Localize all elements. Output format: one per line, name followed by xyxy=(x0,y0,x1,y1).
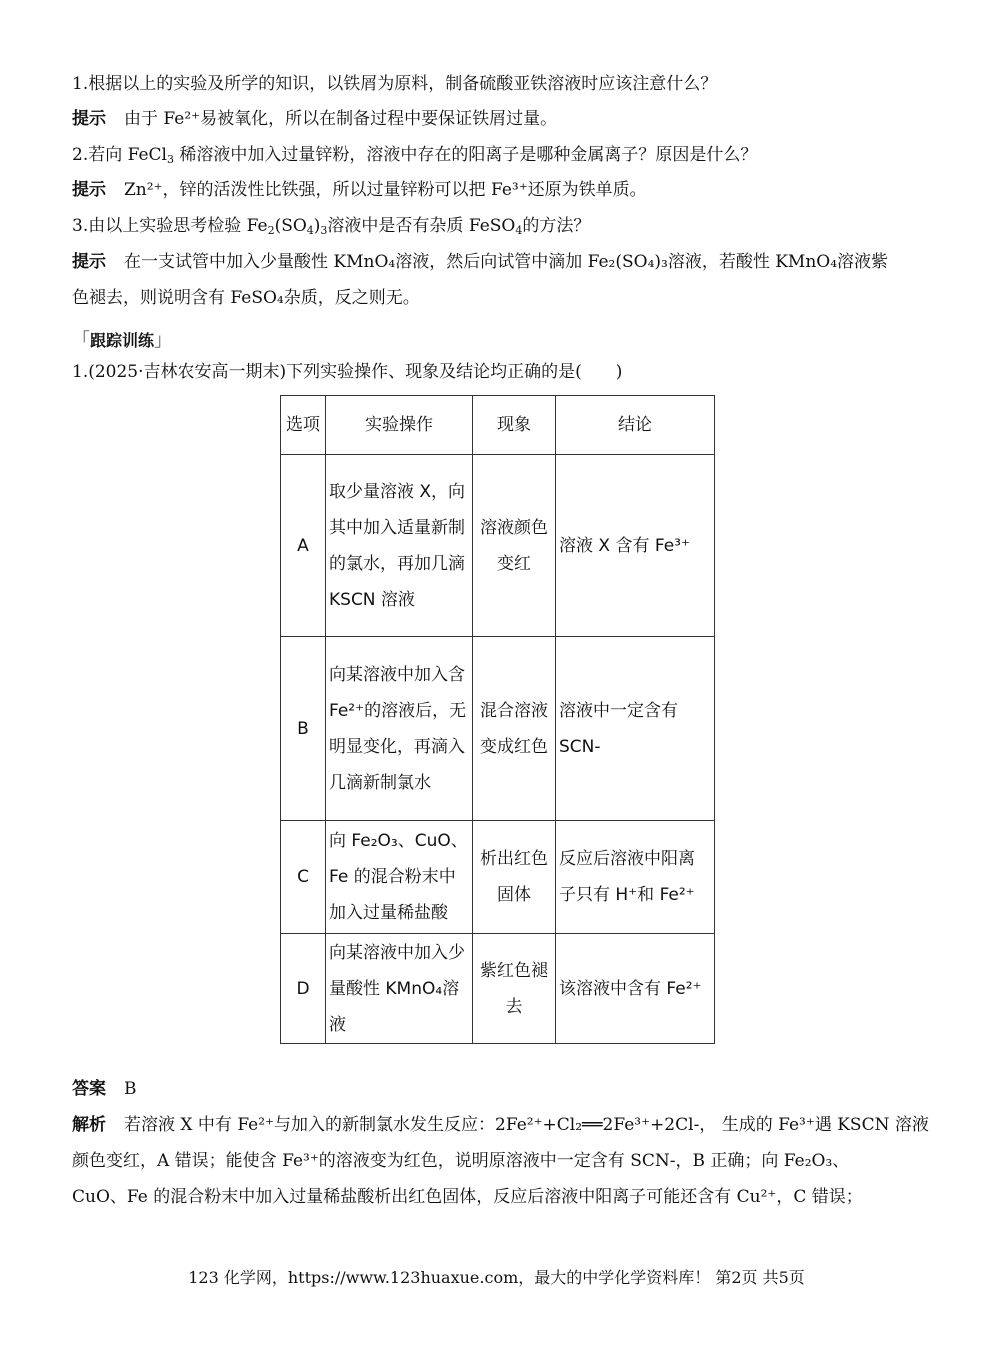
hint-label: 提示 xyxy=(72,252,106,272)
analysis-line-2: 颜色变红，A 错误；能使含 Fe³⁺的溶液变为红色，说明原溶液中一定含有 SCN-，B 正确；向 Fe₂O₃、 xyxy=(72,1151,850,1171)
operation-cell: 向某溶液中加入含 Fe²⁺的溶液后，无明显变化，再滴入几滴新制氯水 xyxy=(326,637,473,821)
conclusion-cell: 该溶液中含有 Fe²⁺ xyxy=(556,934,715,1044)
table-row xyxy=(281,934,715,1044)
hint-2 xyxy=(72,178,922,202)
page-footer: 123 化学网，https://www.123huaxue.com，最大的中学化学资料库！ 第2页 共5页 xyxy=(188,1268,805,1287)
experiment-table xyxy=(280,395,715,1044)
answer-label: 答案 xyxy=(72,1079,106,1099)
q3-sub: 4 xyxy=(515,224,523,237)
q3-part: ) xyxy=(313,216,321,236)
header-conclusion: 结论 xyxy=(556,396,715,455)
option-cell: B xyxy=(281,637,326,821)
q3-sub: 4 xyxy=(306,224,314,237)
conclusion-cell: 溶液 X 含有 Fe³⁺ xyxy=(556,455,715,637)
table-row xyxy=(281,637,715,821)
analysis-line-3: CuO、Fe 的混合粉末中加入过量稀盐酸析出红色固体，反应后溶液中阳离子可能还含有 Cu²⁺，C 错误； xyxy=(72,1187,863,1207)
problem-stem: 1.(2025·吉林农安高一期末)下列实验操作、现象及结论均正确的是( ) xyxy=(72,362,623,382)
operation-cell: 取少量溶液 X，向其中加入适量新制的氯水，再加几滴 KSCN 溶液 xyxy=(326,455,473,637)
bracket-close: 」 xyxy=(154,330,173,351)
option-cell: C xyxy=(281,821,326,934)
question-3 xyxy=(72,214,922,238)
phenomenon-cell: 混合溶液变成红色 xyxy=(473,637,556,821)
phenomenon-cell: 溶液颜色变红 xyxy=(473,455,556,637)
analysis-text-1: 若溶液 X 中有 Fe²⁺与加入的新制氯水发生反应：2Fe²⁺+Cl₂══2Fe³⁺+2Cl-， 生成的 Fe³⁺遇 KSCN 溶液 xyxy=(124,1115,929,1135)
option-cell: D xyxy=(281,934,326,1044)
hint-label: 提示 xyxy=(72,180,106,200)
table-row xyxy=(281,821,715,934)
option-cell: A xyxy=(281,455,326,637)
question-1: 1.根据以上的实验及所学的知识，以铁屑为原料，制备硫酸亚铁溶液时应该注意什么？ xyxy=(72,74,718,94)
q2-part: 2.若向 FeCl xyxy=(72,145,167,165)
phenomenon-cell: 析出红色固体 xyxy=(473,821,556,934)
conclusion-cell: 反应后溶液中阳离子只有 H⁺和 Fe²⁺ xyxy=(556,821,715,934)
analysis-label: 解析 xyxy=(72,1115,106,1135)
table-row xyxy=(281,455,715,637)
q3-sub: 2 xyxy=(267,224,275,237)
hint-label: 提示 xyxy=(72,109,106,129)
q2-sub: 3 xyxy=(167,153,174,166)
q3-sub: 3 xyxy=(320,224,328,237)
conclusion-cell: 溶液中一定含有 SCN- xyxy=(556,637,715,821)
hint-3 xyxy=(72,250,922,274)
q2-part: 稀溶液中加入过量锌粉，溶液中存在的阳离子是哪种金属离子？原因是什么？ xyxy=(174,145,758,165)
hint-1 xyxy=(72,107,922,131)
question-2 xyxy=(72,143,922,167)
q3-part: 溶液中是否有杂质 FeSO xyxy=(327,216,516,236)
header-option: 选项 xyxy=(281,396,326,455)
q3-part: 3.由以上实验思考检验 Fe xyxy=(72,216,268,236)
answer-line xyxy=(72,1077,922,1101)
header-phenomenon: 现象 xyxy=(473,396,556,455)
hint-2-text: Zn²⁺，锌的活泼性比铁强，所以过量锌粉可以把 Fe³⁺还原为铁单质。 xyxy=(124,180,647,200)
q3-part: 的方法？ xyxy=(522,216,591,236)
phenomenon-cell: 紫红色褪去 xyxy=(473,934,556,1044)
bracket-open: 「 xyxy=(72,330,90,351)
hint-3-text-1: 在一支试管中加入少量酸性 KMnO₄溶液，然后向试管中滴加 Fe₂(SO₄)₃溶液，若酸性 KMnO₄溶液紫 xyxy=(124,252,889,272)
section-title: 跟踪训练 xyxy=(90,331,155,350)
analysis-line-1 xyxy=(72,1113,929,1137)
operation-cell: 向某溶液中加入少量酸性 KMnO₄溶液 xyxy=(326,934,473,1044)
operation-cell: 向 Fe₂O₃、CuO、Fe 的混合粉末中加入过量稀盐酸 xyxy=(326,821,473,934)
hint-1-text: 由于 Fe²⁺易被氧化，所以在制备过程中要保证铁屑过量。 xyxy=(124,109,558,129)
hint-3-cont: 色褪去，则说明含有 FeSO₄杂质，反之则无。 xyxy=(72,288,420,308)
table-header-row xyxy=(281,396,715,455)
section-heading xyxy=(72,326,172,352)
answer-value: B xyxy=(124,1079,137,1099)
q3-part: (SO xyxy=(274,216,307,236)
header-operation: 实验操作 xyxy=(326,396,473,455)
